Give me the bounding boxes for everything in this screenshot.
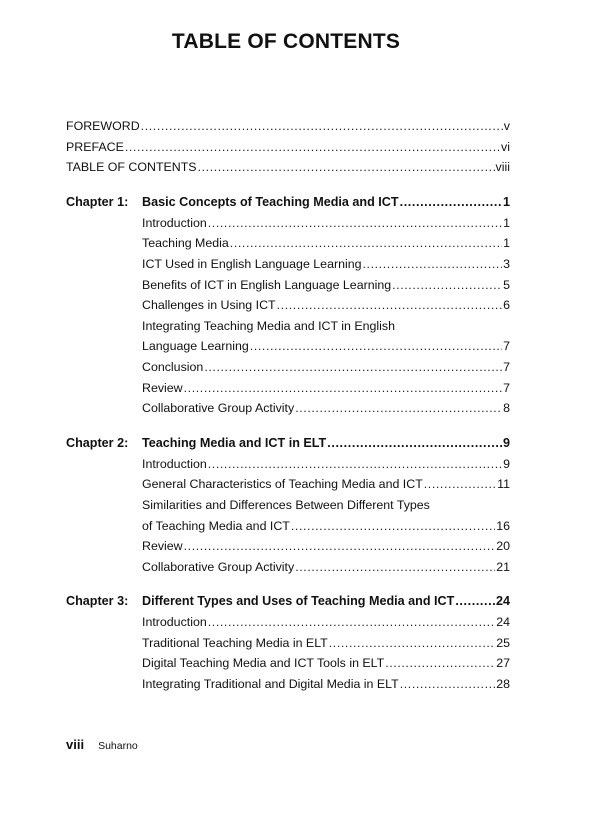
section-label: General Characteristics of Teaching Media and ICT	[142, 477, 423, 492]
dot-leader	[329, 633, 495, 654]
chapter-1	[66, 192, 510, 419]
chapter-page: 9	[502, 435, 510, 450]
page-title: TABLE OF CONTENTS	[171, 30, 401, 53]
section-entry[interactable]	[142, 557, 510, 578]
dot-leader	[184, 536, 496, 557]
dot-leader	[141, 116, 503, 137]
section-entry[interactable]	[142, 357, 510, 378]
dot-leader	[208, 213, 502, 234]
footer-author: Suharno	[98, 740, 138, 752]
section-label: Collaborative Group Activity	[142, 401, 295, 416]
dot-leader	[455, 591, 495, 612]
section-entry[interactable]	[142, 633, 510, 654]
section-entry[interactable]	[142, 398, 510, 419]
dot-leader	[204, 357, 502, 378]
chapter-title: Different Types and Uses of Teaching Media and ICT	[142, 594, 455, 609]
section-page: 27	[496, 656, 510, 671]
section-page: 3	[503, 256, 510, 271]
dot-leader	[277, 295, 502, 316]
dot-leader	[295, 398, 502, 419]
section-label: of Teaching Media and ICT	[142, 518, 290, 533]
dot-leader	[184, 378, 502, 399]
dot-leader	[400, 192, 502, 213]
dot-leader	[392, 275, 502, 296]
section-label: Review	[142, 380, 183, 395]
section-entry[interactable]	[142, 653, 510, 674]
section-entry[interactable]	[142, 674, 510, 695]
section-page: 8	[503, 401, 510, 416]
toc-entry-foreword[interactable]	[66, 116, 510, 137]
section-label-line1[interactable]	[142, 316, 510, 337]
dot-leader	[424, 474, 496, 495]
dot-leader	[295, 557, 495, 578]
section-label: Teaching Media	[142, 236, 229, 251]
section-label: Collaborative Group Activity	[142, 559, 295, 574]
section-page: 16	[496, 518, 510, 533]
dot-leader	[385, 653, 495, 674]
chapter-heading[interactable]	[66, 591, 510, 612]
section-page: 28	[496, 677, 510, 692]
section-entry[interactable]	[142, 275, 510, 296]
dot-leader	[198, 157, 495, 178]
section-entry[interactable]	[142, 378, 510, 399]
section-label: ICT Used in English Language Learning	[142, 256, 362, 271]
dot-leader	[125, 137, 500, 158]
toc-entry-table-of-contents[interactable]	[66, 157, 510, 178]
section-page: 24	[496, 615, 510, 630]
section-label: Benefits of ICT in English Language Learning	[142, 277, 392, 292]
section-entry[interactable]	[142, 295, 510, 316]
section-label: Language Learning	[142, 339, 249, 354]
entry-page: vi	[501, 139, 510, 154]
entry-label: TABLE OF CONTENTS	[66, 160, 197, 175]
dot-leader	[208, 454, 502, 475]
entry-label: FOREWORD	[66, 119, 140, 133]
section-label: Traditional Teaching Media in ELT	[142, 635, 328, 650]
front-matter-list	[66, 116, 510, 178]
chapter-number: Chapter 3:	[66, 594, 129, 609]
chapter-heading[interactable]	[66, 192, 510, 213]
section-label-first-line: Integrating Teaching Media and ICT in English	[142, 318, 396, 333]
chapter-page: 24	[495, 594, 510, 609]
section-label-line1[interactable]	[142, 495, 510, 516]
section-label: Conclusion	[142, 359, 204, 374]
dot-leader	[400, 674, 496, 695]
section-label: Review	[142, 539, 183, 554]
chapter-2	[66, 433, 510, 578]
chapter-heading[interactable]	[66, 433, 510, 454]
section-list	[66, 454, 510, 578]
section-entry[interactable]	[142, 454, 510, 475]
section-page: 6	[503, 298, 510, 313]
section-page: 9	[503, 456, 510, 471]
section-page: 7	[503, 359, 510, 374]
dot-leader	[250, 336, 502, 357]
chapter-title: Teaching Media and ICT in ELT	[142, 435, 327, 450]
section-list	[66, 213, 510, 419]
section-entry[interactable]	[142, 516, 510, 537]
table-of-contents	[66, 116, 510, 695]
section-page: 5	[503, 277, 510, 292]
dot-leader	[230, 233, 502, 254]
entry-page: viii	[495, 160, 510, 175]
entry-page: v	[503, 119, 510, 133]
section-label: Introduction	[142, 456, 207, 471]
dot-leader	[327, 433, 502, 454]
section-page: 7	[503, 339, 510, 354]
chapter-3	[66, 591, 510, 694]
section-entry[interactable]	[142, 536, 510, 557]
section-label: Challenges in Using ICT	[142, 298, 276, 313]
chapter-number: Chapter 1:	[66, 194, 129, 209]
chapter-page: 1	[502, 194, 510, 209]
section-entry[interactable]	[142, 474, 510, 495]
section-page: 21	[496, 559, 510, 574]
section-page: 1	[503, 215, 510, 230]
section-page: 11	[497, 477, 510, 492]
footer-page-number: viii	[66, 737, 85, 752]
section-page: 20	[496, 539, 510, 554]
section-entry[interactable]	[142, 612, 510, 633]
section-label: Integrating Traditional and Digital Media in ELT	[142, 677, 399, 692]
chapter-number: Chapter 2:	[66, 435, 129, 450]
section-page: 1	[503, 236, 510, 251]
section-list	[66, 612, 510, 694]
section-entry[interactable]	[142, 254, 510, 275]
dot-leader	[208, 612, 495, 633]
section-label: Introduction	[142, 215, 207, 230]
toc-entry-preface[interactable]	[66, 137, 510, 158]
section-label: Introduction	[142, 615, 207, 630]
section-label: Digital Teaching Media and ICT Tools in ELT	[142, 656, 385, 671]
section-page: 7	[503, 380, 510, 395]
section-entry[interactable]	[142, 233, 510, 254]
section-page: 25	[496, 635, 510, 650]
dot-leader	[291, 516, 495, 537]
entry-label: PREFACE	[66, 139, 124, 154]
section-entry[interactable]	[142, 336, 510, 357]
section-entry[interactable]	[142, 213, 510, 234]
chapter-title: Basic Concepts of Teaching Media and ICT	[142, 194, 399, 209]
section-label-first-line: Similarities and Differences Between Different Types	[142, 497, 430, 512]
dot-leader	[363, 254, 503, 275]
page-footer	[66, 737, 138, 752]
